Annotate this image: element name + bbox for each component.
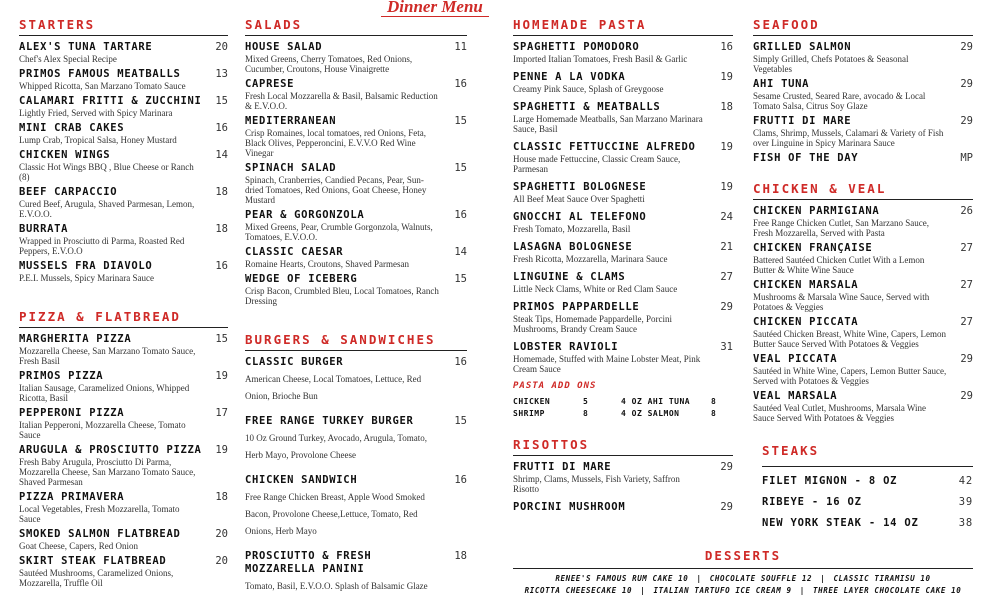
dessert-price: 12 xyxy=(801,574,813,583)
dessert-line-1 xyxy=(513,573,973,585)
dessert-price: 10 xyxy=(678,574,689,583)
item-price: 13 xyxy=(215,68,228,80)
item-price: 16 xyxy=(215,260,228,272)
item-description: Crisp Bacon, Crumbled Bleu, Local Tomatoes, Ranch Dressing xyxy=(245,286,439,306)
menu-item xyxy=(19,149,228,182)
item-name: WEDGE OF ICEBERG xyxy=(245,273,358,285)
dessert-name: CLASSIC TIRAMISU xyxy=(833,574,916,583)
item-name: CHICKEN WINGS xyxy=(19,149,111,161)
item-description: Local Vegetables, Fresh Mozzarella, Tomato Sauce xyxy=(19,504,180,524)
item-description: Chef's Alex Special Recipe xyxy=(19,54,117,64)
menu-item xyxy=(245,162,467,205)
chicken-veal-list xyxy=(753,205,973,423)
desserts-list xyxy=(513,568,973,597)
menu-item xyxy=(245,474,467,540)
item-description: Free Range Chicken Cutlet, San Marzano Sauce, Fresh Mozzarella, Served with Pasta xyxy=(753,218,929,238)
steak-row xyxy=(753,496,973,509)
steak-price: 42 xyxy=(958,475,973,487)
item-description: Goat Cheese, Capers, Red Onion xyxy=(19,541,138,551)
menu-item xyxy=(19,41,228,64)
item-name: CLASSIC CAESAR xyxy=(245,246,344,258)
item-description: Fresh Local Mozzarella & Basil, Balsamic Reduction & E.V.O.O. xyxy=(245,91,438,111)
section-title-pasta: HOMEMADE PASTA xyxy=(513,17,733,36)
section-title-desserts: DESSERTS xyxy=(704,548,782,563)
item-name: SPAGHETTI POMODORO xyxy=(513,41,640,53)
menu-item xyxy=(245,78,467,111)
menu-item xyxy=(245,209,467,242)
item-description: Battered Sautéed Chicken Cutlet With a Lemon Butter & White Wine Sauce xyxy=(753,255,925,275)
addon-price: 8 xyxy=(711,409,717,418)
menu-item xyxy=(513,71,733,94)
item-price: 20 xyxy=(215,555,228,567)
menu-item xyxy=(19,122,228,145)
item-name: FRUTTI DI MARE xyxy=(753,115,852,127)
item-description: Fresh Ricotta, Mozzarella, Marinara Sauce xyxy=(513,254,668,264)
item-price: 20 xyxy=(215,41,228,53)
menu-item xyxy=(513,341,733,374)
item-price: 27 xyxy=(720,271,733,283)
item-description: Crisp Romaines, local tomatoes, red Onions, Feta, Black Olives, Pepperoncini, E.V.V.O Red Wine Vinegar xyxy=(245,128,426,158)
steaks-list xyxy=(753,475,973,530)
menu-item xyxy=(245,246,467,269)
item-description: Fresh Baby Arugula, Prosciutto Di Parma, Mozzarella Cheese, San Marzano Tomato Sauce, Shaved Parmesan xyxy=(19,457,196,487)
menu-item xyxy=(753,242,973,275)
item-price: 19 xyxy=(215,444,228,456)
item-price: 15 xyxy=(215,333,228,345)
item-name: CLASSIC BURGER xyxy=(245,356,344,368)
menu-item xyxy=(19,491,228,524)
dessert-name: RENEE'S FAMOUS RUM CAKE xyxy=(555,574,673,583)
item-name: SPINACH SALAD xyxy=(245,162,337,174)
item-price: 19 xyxy=(215,370,228,382)
menu-item xyxy=(753,353,973,386)
item-name: PRIMOS PAPPARDELLE xyxy=(513,301,640,313)
item-price: 19 xyxy=(720,141,733,153)
item-price: 24 xyxy=(720,211,733,223)
item-name: SPAGHETTI BOLOGNESE xyxy=(513,181,647,193)
menu-item xyxy=(245,550,467,595)
section-title-risottos: RISOTTOS xyxy=(513,437,733,456)
risottos-list xyxy=(513,461,733,514)
item-name: VEAL MARSALA xyxy=(753,390,838,402)
item-description: Mixed Greens, Pear, Crumble Gorgonzola, Walnuts, Tomatoes, E.V.O.O. xyxy=(245,222,433,242)
item-price: 16 xyxy=(454,78,467,90)
addon-name: SHRIMP xyxy=(513,409,545,418)
item-description: Clams, Shrimp, Mussels, Calamari & Variety of Fish over Linguine in Spicy Marinara Sauce xyxy=(753,128,944,148)
column-3 xyxy=(513,0,733,521)
menu-item xyxy=(753,41,973,74)
item-price: 16 xyxy=(454,474,467,486)
menu-item xyxy=(513,301,733,334)
menu-item xyxy=(19,95,228,118)
addon-price: 8 xyxy=(711,397,717,406)
item-description: Lump Crab, Tropical Salsa, Honey Mustard xyxy=(19,135,177,145)
addon-price: 5 xyxy=(583,397,589,406)
item-name: ARUGULA & PROSCIUTTO PIZZA xyxy=(19,444,202,456)
menu-item xyxy=(753,152,973,165)
menu-item xyxy=(513,141,733,174)
item-name: ALEX'S TUNA TARTARE xyxy=(19,41,153,53)
item-name: GRILLED SALMON xyxy=(753,41,852,53)
addon-price: 8 xyxy=(583,409,589,418)
item-price: 27 xyxy=(960,279,973,291)
item-price: 16 xyxy=(720,41,733,53)
separator: | xyxy=(799,586,805,595)
item-price: 18 xyxy=(215,491,228,503)
item-price: 18 xyxy=(454,550,467,562)
salads-list xyxy=(245,41,467,306)
menu-item xyxy=(19,260,228,283)
steak-name: FILET MIGNON - 8 OZ xyxy=(762,475,898,487)
dessert-name: CHOCOLATE SOUFFLE xyxy=(709,574,797,583)
separator: | xyxy=(820,574,826,583)
item-name: PROSCIUTTO & FRESH MOZZARELLA PANINI xyxy=(245,550,372,575)
item-name: MEDITERRANEAN xyxy=(245,115,337,127)
menu-item xyxy=(513,211,733,234)
item-name: CLASSIC FETTUCCINE ALFREDO xyxy=(513,141,696,153)
item-price: 29 xyxy=(720,301,733,313)
item-description: Spinach, Cranberries, Candied Pecans, Pear, Sun-dried Tomatoes, Red Onions, Goat Cheese, Honey Mustard xyxy=(245,175,427,205)
item-name: SKIRT STEAK FLATBREAD xyxy=(19,555,167,567)
menu-item xyxy=(513,501,733,514)
item-price: 27 xyxy=(960,316,973,328)
addon-name: 4 OZ SALMON xyxy=(621,409,680,418)
item-price: 15 xyxy=(215,95,228,107)
item-description: Romaine Hearts, Croutons, Shaved Parmesan xyxy=(245,259,409,269)
item-description: Sautéed in White Wine, Capers, Lemon Butter Sauce, Served with Potatoes & Veggies xyxy=(753,366,947,386)
addon-name: 4 OZ AHI TUNA xyxy=(621,397,691,406)
menu-item xyxy=(19,223,228,256)
item-price: 26 xyxy=(960,205,973,217)
menu-item xyxy=(753,279,973,312)
item-name: AHI TUNA xyxy=(753,78,810,90)
dessert-name: ITALIAN TARTUFO ICE CREAM xyxy=(653,586,782,595)
item-name: PRIMOS PIZZA xyxy=(19,370,104,382)
item-name: MUSSELS FRA DIAVOLO xyxy=(19,260,153,272)
item-price: 16 xyxy=(215,122,228,134)
item-description: Imported Italian Tomatoes, Fresh Basil & Garlic xyxy=(513,54,688,64)
item-price: 19 xyxy=(720,181,733,193)
menu-item xyxy=(513,241,733,264)
item-name: PENNE A LA VODKA xyxy=(513,71,626,83)
item-description: Steak Tips, Homemade Pappardelle, Porcini Mushrooms, Brandy Cream Sauce xyxy=(513,314,672,334)
item-description: Creamy Pink Sauce, Splash of Greygoose xyxy=(513,84,664,94)
item-name: CHICKEN SANDWICH xyxy=(245,474,358,486)
item-price: 27 xyxy=(960,242,973,254)
dessert-price: 9 xyxy=(786,586,792,595)
menu-item xyxy=(513,181,733,204)
pasta-list xyxy=(513,41,733,374)
item-price: 31 xyxy=(720,341,733,353)
menu-item xyxy=(19,555,228,588)
item-price: MP xyxy=(960,152,973,164)
menu-item xyxy=(19,407,228,440)
item-price: 17 xyxy=(215,407,228,419)
item-name: HOUSE SALAD xyxy=(245,41,323,53)
item-price: 16 xyxy=(454,356,467,368)
steak-name: RIBEYE - 16 OZ xyxy=(762,496,862,508)
item-name: FISH OF THE DAY xyxy=(753,152,859,164)
menu-item xyxy=(245,415,467,464)
item-price: 15 xyxy=(454,273,467,285)
pasta-addons-title: PASTA ADD ONS xyxy=(513,381,597,391)
steak-price: 39 xyxy=(958,496,973,508)
item-description: Mixed Greens, Cherry Tomatoes, Red Onions, Cucumber, Croutons, House Vinaigrette xyxy=(245,54,413,74)
starters-list xyxy=(19,41,228,283)
item-name: FRUTTI DI MARE xyxy=(513,461,612,473)
menu-item xyxy=(513,101,733,134)
item-description: House made Fettuccine, Classic Cream Sauce, Parmesan xyxy=(513,154,681,174)
dessert-price: 10 xyxy=(920,574,931,583)
item-description: Cured Beef, Arugula, Shaved Parmesan, Lemon, E.V.O.O. xyxy=(19,199,195,219)
item-name: CALAMARI FRITTI & ZUCCHINI xyxy=(19,95,202,107)
addon-name: CHICKEN xyxy=(513,397,551,406)
item-name: PIZZA PRIMAVERA xyxy=(19,491,125,503)
item-name: PRIMOS FAMOUS MEATBALLS xyxy=(19,68,181,80)
item-description: Mushrooms & Marsala Wine Sauce, Served with Potatoes & Veggies xyxy=(753,292,930,312)
item-description: Little Neck Clams, White or Red Clam Sauce xyxy=(513,284,678,294)
menu-item xyxy=(19,68,228,91)
burgers-list xyxy=(245,356,467,595)
section-title-burgers: BURGERS & SANDWICHES xyxy=(245,332,467,351)
item-description: Sesame Crusted, Seared Rare, avocado & Local Tomato Salsa, Citrus Soy Glaze xyxy=(753,91,926,111)
item-price: 18 xyxy=(215,223,228,235)
pizza-list xyxy=(19,333,228,588)
item-price: 29 xyxy=(960,390,973,402)
item-description: Classic Hot Wings BBQ , Blue Cheese or Ranch (8) xyxy=(19,162,194,182)
item-name: LASAGNA BOLOGNESE xyxy=(513,241,633,253)
item-name: MARGHERITA PIZZA xyxy=(19,333,132,345)
item-name: LINGUINE & CLAMS xyxy=(513,271,626,283)
item-description: All Beef Meat Sauce Over Spaghetti xyxy=(513,194,645,204)
item-name: FREE RANGE TURKEY BURGER xyxy=(245,415,414,427)
menu-item xyxy=(245,273,467,306)
item-name: PORCINI MUSHROOM xyxy=(513,501,626,513)
item-name: GNOCCHI AL TELEFONO xyxy=(513,211,647,223)
section-title-pizza: PIZZA & FLATBREAD xyxy=(19,309,228,328)
section-title-seafood: SEAFOOD xyxy=(753,17,973,36)
item-price: 18 xyxy=(720,101,733,113)
menu-item xyxy=(19,370,228,403)
separator: | xyxy=(640,586,646,595)
item-name: SPAGHETTI & MEATBALLS xyxy=(513,101,661,113)
item-description: American Cheese, Local Tomatoes, Lettuce, Red Onion, Brioche Bun xyxy=(245,374,422,401)
dessert-name: RICOTTA CHEESECAKE xyxy=(524,586,617,595)
menu-item xyxy=(245,41,467,74)
menu-item xyxy=(245,356,467,405)
desserts-section xyxy=(513,547,973,597)
item-description: Free Range Chicken Breast, Apple Wood Smoked Bacon, Provolone Cheese,Lettuce, Tomato, Red Onions, Herb Mayo xyxy=(245,492,425,536)
menu-item xyxy=(19,186,228,219)
item-price: 29 xyxy=(960,78,973,90)
item-description: Tomato, Basil, E.V.O.O. Splash of Balsamic Glaze xyxy=(245,581,428,591)
item-description: Mozzarella Cheese, San Marzano Tomato Sauce, Fresh Basil xyxy=(19,346,196,366)
item-description: P.E.I. Mussels, Spicy Marinara Sauce xyxy=(19,273,154,283)
menu-item xyxy=(753,316,973,349)
item-price: 18 xyxy=(215,186,228,198)
menu-item xyxy=(245,115,467,158)
steak-name: NEW YORK STEAK - 14 OZ xyxy=(762,517,919,529)
item-price: 19 xyxy=(720,71,733,83)
item-description: Lightly Fried, Served with Spicy Marinara xyxy=(19,108,173,118)
item-price: 29 xyxy=(960,353,973,365)
item-name: CHICKEN PARMIGIANA xyxy=(753,205,880,217)
section-title-salads: SALADS xyxy=(245,17,467,36)
item-price: 29 xyxy=(960,115,973,127)
item-name: CHICKEN FRANÇAISE xyxy=(753,242,873,254)
item-description: Sautéed Veal Cutlet, Mushrooms, Marsala Wine Sauce Served With Potatoes & Veggies xyxy=(753,403,927,423)
item-name: LOBSTER RAVIOLI xyxy=(513,341,619,353)
section-title-steaks: STEAKS xyxy=(762,443,820,458)
menu-item xyxy=(753,390,973,423)
steak-price: 38 xyxy=(958,517,973,529)
item-description: Homemade, Stuffed with Maine Lobster Meat, Pink Cream Sauce xyxy=(513,354,701,374)
item-name: MINI CRAB CAKES xyxy=(19,122,125,134)
item-price: 20 xyxy=(215,528,228,540)
dessert-price: 10 xyxy=(951,586,962,595)
item-description: Italian Sausage, Caramelized Onions, Whipped Ricotta, Basil xyxy=(19,383,190,403)
item-description: Simply Grilled, Chefs Potatoes & Seasonal Vegetables xyxy=(753,54,909,74)
item-description: Shrimp, Clams, Mussels, Fish Variety, Saffron Risotto xyxy=(513,474,680,494)
item-name: BURRATA xyxy=(19,223,69,235)
item-name: CHICKEN PICCATA xyxy=(753,316,859,328)
item-description: Large Homemade Meatballs, San Marzano Marinara Sauce, Basil xyxy=(513,114,703,134)
pasta-addons xyxy=(513,396,733,419)
dessert-name: THREE LAYER CHOCOLATE CAKE xyxy=(812,586,946,595)
item-name: PEAR & GORGONZOLA xyxy=(245,209,365,221)
menu-item xyxy=(19,444,228,487)
section-title-chicken-veal: CHICKEN & VEAL xyxy=(753,181,973,200)
menu-item xyxy=(513,41,733,64)
menu-item xyxy=(753,78,973,111)
item-description: Fresh Tomato, Mozzarella, Basil xyxy=(513,224,631,234)
menu-item xyxy=(753,115,973,148)
menu-item xyxy=(513,271,733,294)
item-description: Sautéed Chicken Breast, White Wine, Capers, Lemon Butter Sauce Served With Potatoes & Veggies xyxy=(753,329,947,349)
separator: | xyxy=(696,574,702,583)
column-4 xyxy=(753,0,973,538)
menu-item xyxy=(19,528,228,551)
item-price: 15 xyxy=(454,115,467,127)
item-name: CAPRESE xyxy=(245,78,295,90)
item-description: Sautéed Mushrooms, Caramelized Onions, Mozzarella, Truffle Oil xyxy=(19,568,174,588)
item-price: 14 xyxy=(454,246,467,258)
dessert-line-2 xyxy=(513,585,973,597)
dessert-price: 10 xyxy=(621,586,633,595)
column-1 xyxy=(19,0,228,592)
menu-item xyxy=(19,333,228,366)
item-price: 15 xyxy=(454,415,467,427)
item-price: 29 xyxy=(720,461,733,473)
item-name: CHICKEN MARSALA xyxy=(753,279,859,291)
item-price: 21 xyxy=(720,241,733,253)
item-price: 14 xyxy=(215,149,228,161)
item-name: PEPPERONI PIZZA xyxy=(19,407,125,419)
item-name: VEAL PICCATA xyxy=(753,353,838,365)
column-2 xyxy=(245,0,467,603)
item-name: BEEF CARPACCIO xyxy=(19,186,118,198)
item-name: SMOKED SALMON FLATBREAD xyxy=(19,528,181,540)
steak-row xyxy=(753,475,973,488)
menu-item xyxy=(513,461,733,494)
item-description: Italian Pepperoni, Mozzarella Cheese, Tomato Sauce xyxy=(19,420,186,440)
seafood-list xyxy=(753,41,973,165)
item-description: Wrapped in Prosciutto di Parma, Roasted Red Peppers, E.V.O.O xyxy=(19,236,185,256)
item-price: 29 xyxy=(960,41,973,53)
item-price: 16 xyxy=(454,209,467,221)
item-price: 15 xyxy=(454,162,467,174)
item-description: 10 Oz Ground Turkey, Avocado, Arugula, Tomato, Herb Mayo, Provolone Cheese xyxy=(245,433,427,460)
item-price: 11 xyxy=(454,41,467,53)
steak-row xyxy=(753,517,973,530)
menu-item xyxy=(753,205,973,238)
menu-title: Dinner Menu xyxy=(381,0,489,17)
item-description: Whipped Ricotta, San Marzano Tomato Sauce xyxy=(19,81,186,91)
item-price: 29 xyxy=(720,501,733,513)
section-title-starters: STARTERS xyxy=(19,17,228,36)
